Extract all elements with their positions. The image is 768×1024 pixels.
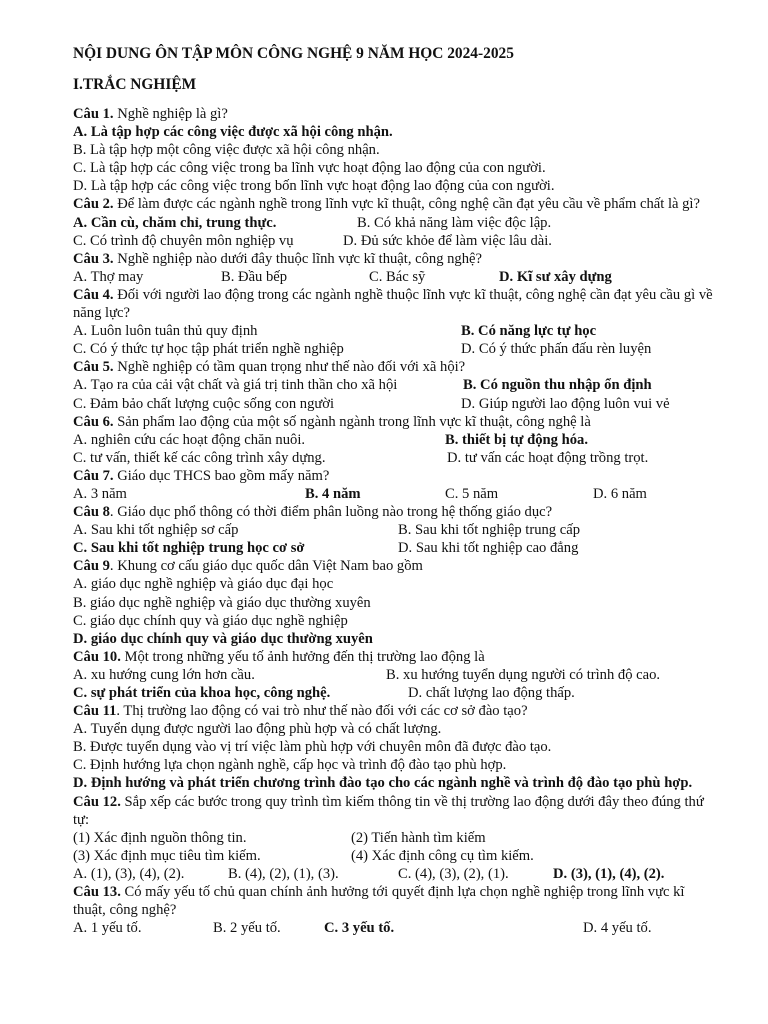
question-label: Câu 7. <box>73 467 114 484</box>
answer-c: C. Đảm bảo chất lượng cuộc sống con người <box>73 395 335 412</box>
answer-d: D. Giúp người lao động luôn vui vẻ <box>461 395 670 412</box>
step-1: (1) Xác định nguồn thông tin. <box>73 829 247 846</box>
answer-b: B. giáo dục nghề nghiệp và giáo dục thường xuyên <box>73 594 371 611</box>
answer-row <box>73 395 713 413</box>
question-label: Câu 3. <box>73 250 114 267</box>
answer-c: C. tư vấn, thiết kế các công trình xây dựng. <box>73 449 326 466</box>
answer-row <box>73 322 713 340</box>
question-10 <box>73 648 713 666</box>
answer-c: C. Có ý thức tự học tập phát triển nghề nghiệp <box>73 341 344 358</box>
answer-b: B. Có năng lực tự học <box>461 323 597 340</box>
question-6 <box>73 413 713 431</box>
answer-row <box>73 268 713 286</box>
question-9 <box>73 557 713 575</box>
answer-row <box>73 449 713 467</box>
question-label: Câu 4. <box>73 286 114 303</box>
question-4 <box>73 286 713 322</box>
question-5 <box>73 358 713 376</box>
question-label: Câu 8 <box>73 504 110 521</box>
answer-row <box>73 376 713 394</box>
answer-d: D. Kĩ sư xây dựng <box>499 268 612 285</box>
answer-b: B. thiết bị tự động hóa. <box>445 431 588 448</box>
answer-row <box>73 666 713 684</box>
answer-b: B. Có nguồn thu nhập ổn định <box>463 377 652 394</box>
answer-row <box>73 214 713 232</box>
answer-c: C. Bác sỹ <box>369 268 426 285</box>
answer-c: C. 5 năm <box>445 485 499 502</box>
question-1 <box>73 105 713 123</box>
answer-c: C. (4), (3), (2), (1). <box>398 865 509 882</box>
answer-row <box>73 431 713 449</box>
question-text: Sản phẩm lao động của một số ngành ngành trong lĩnh vực kĩ thuật, công nghệ là <box>113 413 591 430</box>
question-list <box>73 105 713 937</box>
answer-d: D. (3), (1), (4), (2). <box>553 865 665 882</box>
page-title: NỘI DUNG ÔN TẬP MÔN CÔNG NGHỆ 9 NĂM HỌC 2024-2025 <box>73 45 514 62</box>
step-row <box>73 847 713 865</box>
answer-b: B. Có khả năng làm việc độc lập. <box>357 214 552 231</box>
question-text: Nghề nghiệp nào dưới đây thuộc lĩnh vực kĩ thuật, công nghệ? <box>113 250 482 267</box>
question-text: . Giáo dục phổ thông có thời điểm phân luồng nào trong hệ thống giáo dục? <box>109 504 553 521</box>
question-label: Câu 6. <box>73 413 114 430</box>
question-text: Nghề nghiệp là gì? <box>113 106 228 122</box>
step-4: (4) Xác định công cụ tìm kiếm. <box>351 847 534 864</box>
answer-b: B. Là tập hợp một công việc được xã hội công nhận. <box>73 142 380 159</box>
step-2: (2) Tiến hành tìm kiếm <box>351 829 486 846</box>
question-7 <box>73 467 713 485</box>
answer-d: D. 6 năm <box>593 485 647 502</box>
question-label: Câu 9 <box>73 558 110 575</box>
question-label: Câu 10. <box>73 648 121 665</box>
question-text: . Khung cơ cấu giáo dục quốc dân Việt Nam bao gồm <box>109 558 423 575</box>
answer-d: D. tư vấn các hoạt động trồng trọt. <box>447 449 649 466</box>
answer-a: A. xu hướng cung lớn hơn cầu. <box>73 666 255 683</box>
answer-d: D. 4 yếu tố. <box>583 920 652 937</box>
answer-c: C. sự phát triển của khoa học, công nghệ. <box>73 685 331 701</box>
answer-b: B. Được tuyển dụng vào vị trí việc làm phù hợp với chuyên môn đã được đào tạo. <box>73 739 552 756</box>
answer-d: D. Định hướng và phát triển chương trình đào tạo cho các ngành nghề và trình độ đào tạo phù hợp. <box>73 775 693 792</box>
answer-d: D. Đủ sức khỏe để làm việc lâu dài. <box>343 232 552 249</box>
answer-c: C. Có trình độ chuyên môn nghiệp vụ <box>73 232 294 249</box>
answer-row <box>73 340 713 358</box>
question-label: Câu 13. <box>73 884 121 901</box>
question-label: Câu 2. <box>73 196 114 213</box>
answer-row <box>73 521 713 539</box>
answer-a: A. 1 yếu tố. <box>73 920 142 937</box>
answer-b: B. Sau khi tốt nghiệp trung cấp <box>398 522 580 539</box>
answer-d: D. giáo dục chính quy và giáo dục thường xuyên <box>73 630 373 647</box>
answer-a: A. Tuyển dụng được người lao động phù hợp và có chất lượng. <box>73 721 442 738</box>
answer-row <box>73 539 713 557</box>
answer-b: B. Đầu bếp <box>221 268 288 285</box>
question-text: Nghề nghiệp có tầm quan trọng như thế nào đối với xã hội? <box>113 359 466 376</box>
answer-a: A. Luôn luôn tuân thủ quy định <box>73 323 258 340</box>
question-13 <box>73 883 713 919</box>
answer-a: A. 3 năm <box>73 485 127 502</box>
answer-d: D. chất lượng lao động thấp. <box>408 685 575 701</box>
answer-a: A. nghiên cứu các hoạt động chăn nuôi. <box>73 431 306 448</box>
answer-b: B. 2 yếu tố. <box>213 920 281 937</box>
step-3: (3) Xác định mục tiêu tìm kiếm. <box>73 847 261 864</box>
answer-b: B. xu hướng tuyển dụng người có trình độ cao. <box>386 666 661 683</box>
answer-d: D. Sau khi tốt nghiệp cao đẳng <box>398 540 579 557</box>
answer-row <box>73 684 713 702</box>
answer-c: C. giáo dục chính quy và giáo dục nghề nghiệp <box>73 612 348 629</box>
answer-c: C. Sau khi tốt nghiệp trung học cơ sở <box>73 540 305 557</box>
question-label: Câu 12. <box>73 793 121 810</box>
question-8 <box>73 503 713 521</box>
answer-a: A. Thợ may <box>73 268 144 285</box>
question-12 <box>73 793 713 829</box>
question-label: Câu 1. <box>73 106 114 122</box>
question-text: Giáo dục THCS bao gồm mấy năm? <box>113 467 330 484</box>
question-label: Câu 5. <box>73 359 114 376</box>
answer-row <box>73 485 713 503</box>
answer-a: A. Tạo ra của cải vật chất và giá trị tinh thần cho xã hội <box>73 377 398 394</box>
section-heading: I.TRẮC NGHIỆM <box>73 76 197 93</box>
question-11 <box>73 702 713 720</box>
question-text: Để làm được các ngành nghề trong lĩnh vực kĩ thuật, công nghệ cần đạt yêu cầu về phẩm chất là gì? <box>113 196 700 213</box>
answer-c: C. Định hướng lựa chọn ngành nghề, cấp học và trình độ đào tạo phù hợp. <box>73 757 507 774</box>
question-text: Đối với người lao động trong các ngành nghề thuộc lĩnh vực kĩ thuật, công nghệ cần đạt yêu cầu gì về năng lực? <box>73 286 713 322</box>
question-label: Câu 11 <box>73 703 117 720</box>
question-text: Một trong những yếu tố ảnh hưởng đến thị trường lao động là <box>120 648 485 665</box>
answer-a: A. Là tập hợp các công việc được xã hội công nhận. <box>73 124 393 141</box>
answer-a: A. Sau khi tốt nghiệp sơ cấp <box>73 522 239 539</box>
answer-a: A. Cần cù, chăm chỉ, trung thực. <box>73 214 277 231</box>
question-text: . Thị trường lao động có vai trò như thế nào đối với các cơ sở đào tạo? <box>116 703 528 720</box>
answer-c: C. Là tập hợp các công việc trong ba lĩnh vực hoạt động lao động của con người. <box>73 160 546 177</box>
answer-c: C. 3 yếu tố. <box>324 920 395 937</box>
answer-b: B. (4), (2), (1), (3). <box>228 865 339 882</box>
question-text: Sắp xếp các bước trong quy trình tìm kiếm thông tin về thị trường lao động dưới đây theo đúng thứ tự: <box>73 793 704 828</box>
question-text: Có mấy yếu tố chủ quan chính ảnh hưởng tới quyết định lựa chọn nghề nghiệp trong lĩnh vực kĩ thuật, công nghệ? <box>73 884 685 919</box>
question-2 <box>73 195 713 213</box>
answer-d: D. Là tập hợp các công việc trong bốn lĩnh vực hoạt động lao động của con người. <box>73 178 555 195</box>
answer-row <box>73 232 713 250</box>
question-3 <box>73 250 713 268</box>
answer-b: B. 4 năm <box>305 485 361 502</box>
answer-row <box>73 919 713 937</box>
answer-d: D. Có ý thức phấn đấu rèn luyện <box>461 341 652 358</box>
answer-a: A. giáo dục nghề nghiệp và giáo dục đại học <box>73 576 334 593</box>
step-row <box>73 829 713 847</box>
answer-a: A. (1), (3), (4), (2). <box>73 865 185 882</box>
answer-row <box>73 865 713 883</box>
